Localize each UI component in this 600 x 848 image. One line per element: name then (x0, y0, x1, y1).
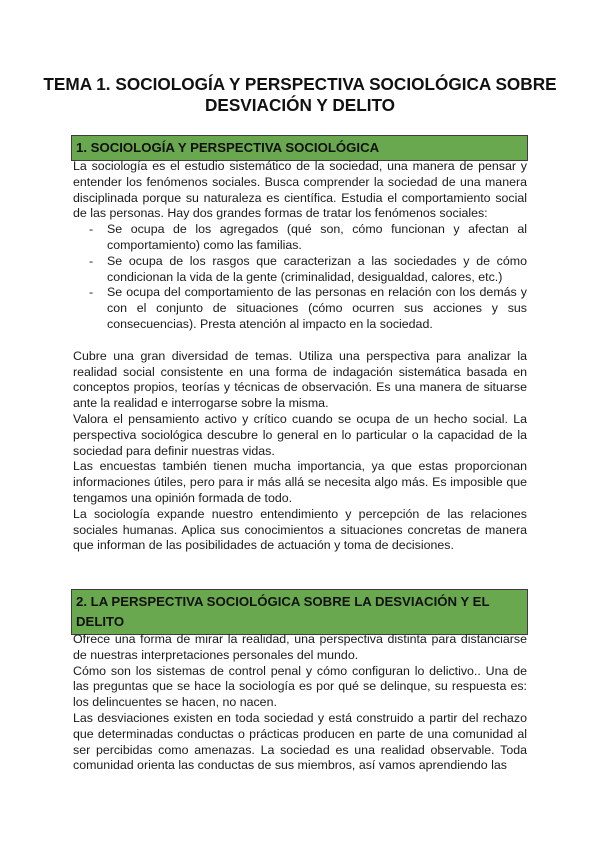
list-item: - Se ocupa de los agregados (qué son, cómo funcionan y afectan al comportamiento) como las familias. (73, 222, 527, 254)
paragraph: Cómo son los sistemas de control penal y cómo configuran lo delictivo.. Una de las preguntas que se hace la sociología es por qué se delinque, su respuesta es: los delincuentes se hacen, no nacen. (73, 663, 527, 710)
section-1-body (73, 159, 527, 554)
paragraph: Cubre una gran diversidad de temas. Utiliza una perspectiva para analizar la realidad social consistente en una forma de indagación sistemática basada en conceptos propios, teorías y técnicas de observación. Es una manera de situarse ante la realidad e interrogarse sobre la misma. (73, 348, 527, 411)
document-title: TEMA 1. SOCIOLOGÍA Y PERSPECTIVA SOCIOLÓGICA SOBRE DESVIACIÓN Y DELITO (43, 74, 557, 115)
list-item: - Se ocupa del comportamiento de las personas en relación con los demás y con el conjunto de situaciones (cómo ocurren sus acciones y sus consecuencias). Presta atención al impacto en la sociedad. (73, 285, 527, 332)
section-2-body (73, 632, 527, 774)
section-2-heading: 2. LA PERSPECTIVA SOCIOLÓGICA SOBRE LA DESVIACIÓN Y EL DELITO (71, 589, 528, 635)
section-1-bullet-list (73, 222, 527, 333)
paragraph: Valora el pensamiento activo y crítico cuando se ocupa de un hecho social. La perspectiva sociológica descubre lo general en lo particular o la capacidad de la sociedad para definir nuestras vidas. (73, 411, 527, 458)
paragraph: Las encuestas también tienen mucha importancia, ya que estas proporcionan informaciones útiles, pero para ir más allá se necesita algo más. Es imposible que tengamos una opinión formada de todo. (73, 459, 527, 505)
paragraph: Ofrece una forma de mirar la realidad, una perspectiva distinta para distanciarse de nuestras interpretaciones personales del mundo. (73, 632, 527, 662)
section-1-intro: La sociología es el estudio sistemático de la sociedad, una manera de pensar y entender los fenómenos sociales. Busca comprender la sociedad de una manera disciplinada porque su naturaleza es científica. Estudia el comportamiento social de las personas. Hay dos grandes formas de tratar los fenómenos sociales: (73, 159, 527, 221)
section-1-heading: 1. SOCIOLOGÍA Y PERSPECTIVA SOCIOLÓGICA (71, 135, 528, 161)
paragraph: Las desviaciones existen en toda sociedad y está construido a partir del rechazo que determinadas conductas o prácticas producen en parte de una comunidad al ser percibidas como amenazas. La sociedad es una realidad observable. Toda comunidad orienta las conductas de sus miembros, así vamos aprendiendo las (73, 710, 527, 773)
paragraph: La sociología expande nuestro entendimiento y percepción de las relaciones sociales humanas. Aplica sus conocimientos a situaciones concretas de manera que informan de las posibilidades de actuación y toma de decisiones. (73, 506, 527, 553)
list-item: - Se ocupa de los rasgos que caracterizan a las sociedades y de cómo condicionan la vida de la gente (criminalidad, desigualdad, calores, etc.) (73, 254, 527, 286)
